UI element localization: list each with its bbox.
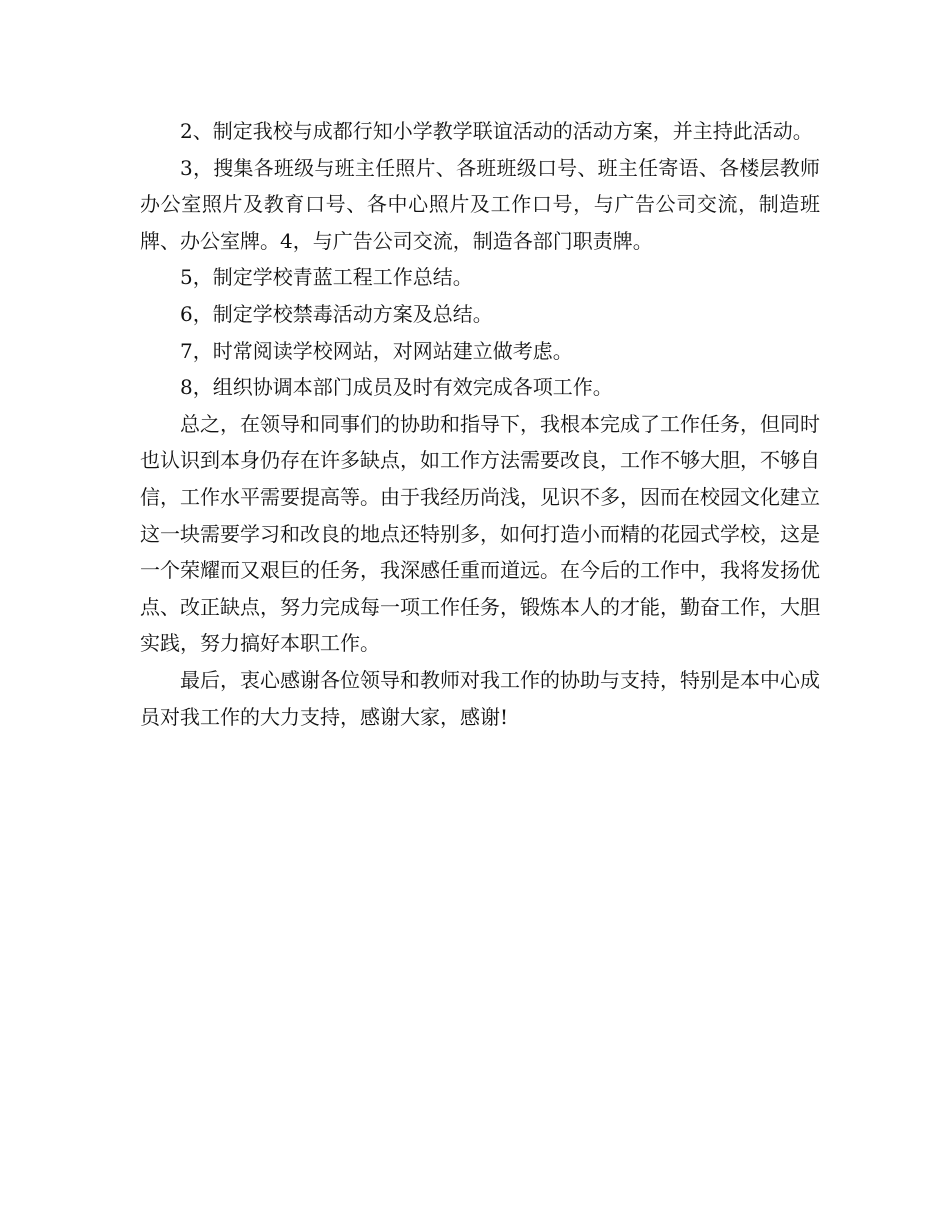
paragraph-item-3: 3，搜集各班级与班主任照片、各班班级口号、班主任寄语、各楼层教师办公室照片及教育口号、各中心照片及工作口号，与广告公司交流，制造班牌、办公室牌。4，与广告公司交流，制造各部门职责牌。 (140, 155, 820, 253)
paragraph-item-8: 8，组织协调本部门成员及时有效完成各项工作。 (180, 375, 613, 400)
paragraph-thanks: 最后，衷心感谢各位领导和教师对我工作的协助与支持，特别是本中心成员对我工作的大力支持，感谢大家，感谢! (140, 667, 820, 729)
document-body (140, 113, 820, 735)
paragraph-item-6: 6，制定学校禁毒活动方案及总结。 (180, 301, 493, 326)
paragraph-item-2: 2、制定我校与成都行知小学教学联谊活动的活动方案，并主持此活动。 (180, 119, 813, 143)
paragraph-summary: 总之，在领导和同事们的协助和指导下，我根本完成了工作任务，但同时也认识到本身仍存在许多缺点，如工作方法需要改良，工作不够大胆，不够自信，工作水平需要提高等。由于我经历尚浅，见识不多，因而在校园文化建立这一块需要学习和改良的地点还特别多，如何打造小而精的花园式学校，这是一个荣耀而又艰巨的任务，我深感任重而道远。在今后的工作中，我将发扬优点、改正缺点，努力完成每一项工作任务，锻炼本人的才能，勤奋工作，大胆实践，努力搞好本职工作。 (140, 411, 820, 656)
paragraph-item-5: 5，制定学校青蓝工程工作总结。 (180, 265, 473, 290)
paragraph-item-7: 7，时常阅读学校网站，对网站建立做考虑。 (180, 338, 573, 363)
